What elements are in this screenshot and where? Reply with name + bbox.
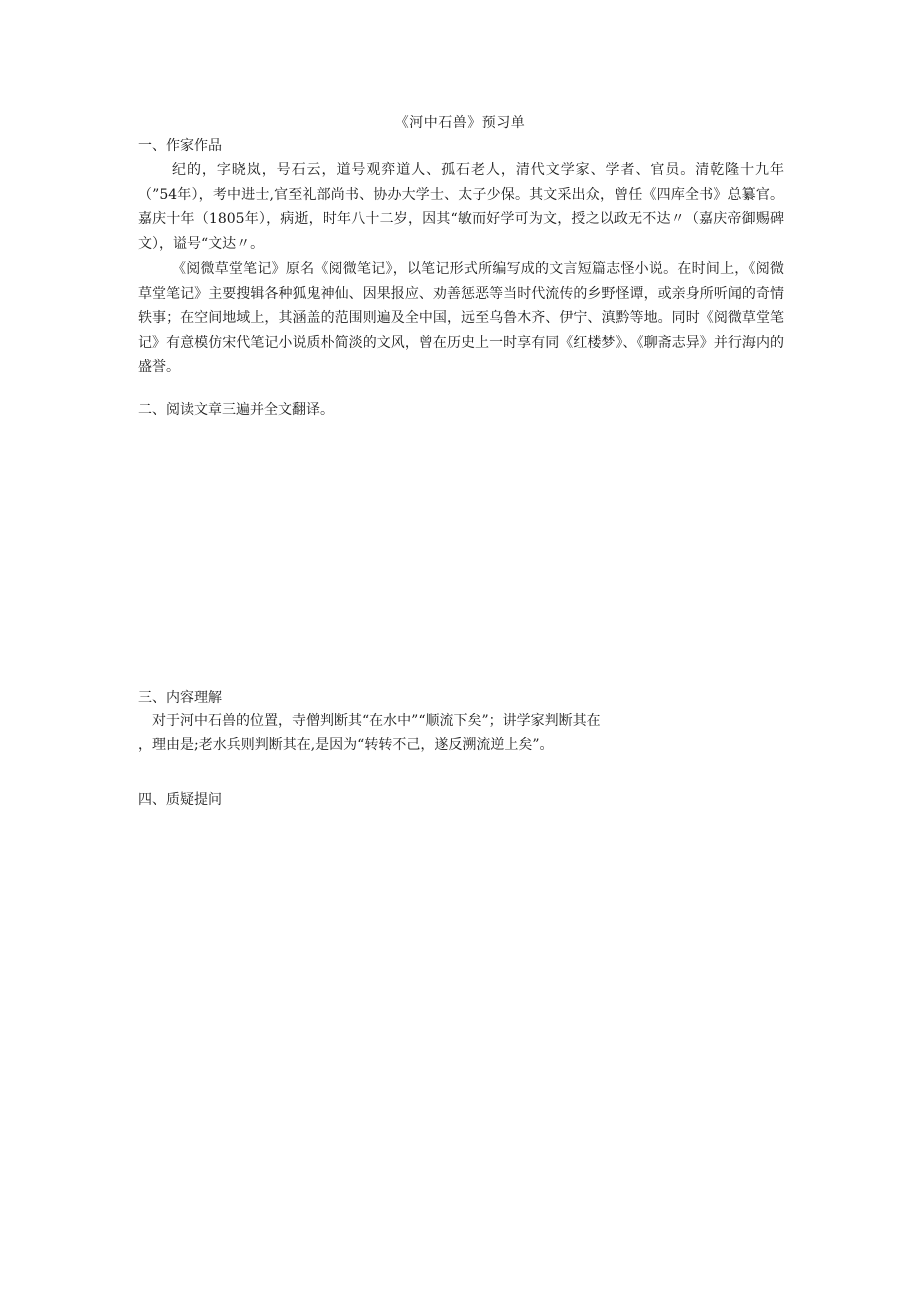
paragraph-author-bio: 纪的，字晓岚，号石云，道号观弈道人、孤石老人，清代文学家、学者、官员。清乾隆十九年（”54年），考中进士,官至礼部尚书、协办大学士、太子少保。其文采出众，曾任《四库全书》总纂官。嘉庆十年（1805年），病逝，时年八十二岁，因其“敏而好学可为文，授之以政无不达〃（嘉庆帝御赐碑文），谥号“文达〃。 (138, 162, 784, 252)
section-heading-questions: 四、质疑提问 (138, 792, 222, 808)
content-question-line-2: ，理由是;老水兵则判断其在,是因为“转转不己，遂反溯流逆上矣”。 (138, 737, 554, 753)
page-title: 《河中石兽》预习单 (394, 115, 526, 131)
section-heading-read-translate: 二、阅读文章三遍并全文翻译。 (138, 402, 334, 418)
section-heading-author-works: 一、作家作品 (138, 138, 222, 154)
paragraph-book-intro: 《阅微草堂笔记》原名《阅微笔记》，以笔记形式所编写成的文言短篇志怪小说。在时间上，《阅微草堂笔记》主要搜辑各种狐鬼神仙、因果报应、劝善惩恶等当时代流传的乡野怪谭，或亲身所听闻的奇情轶事；在空间地域上，其涵盖的范围则遍及全中国，远至乌鲁木齐、伊宁、滇黔等地。同时《阅微草堂笔记》有意模仿宋代笔记小说质朴简淡的文风，曾在历史上一时享有同《红楼梦》、《聊斋志异》并行海内的盛誉。 (138, 261, 784, 375)
section-heading-content-understanding: 三、内容理解 (138, 690, 222, 706)
content-question-line-1: 对于河中石兽的位置，寺僧判断其“在水中”“顺流下矣”；讲学家判断其在 (152, 713, 601, 729)
